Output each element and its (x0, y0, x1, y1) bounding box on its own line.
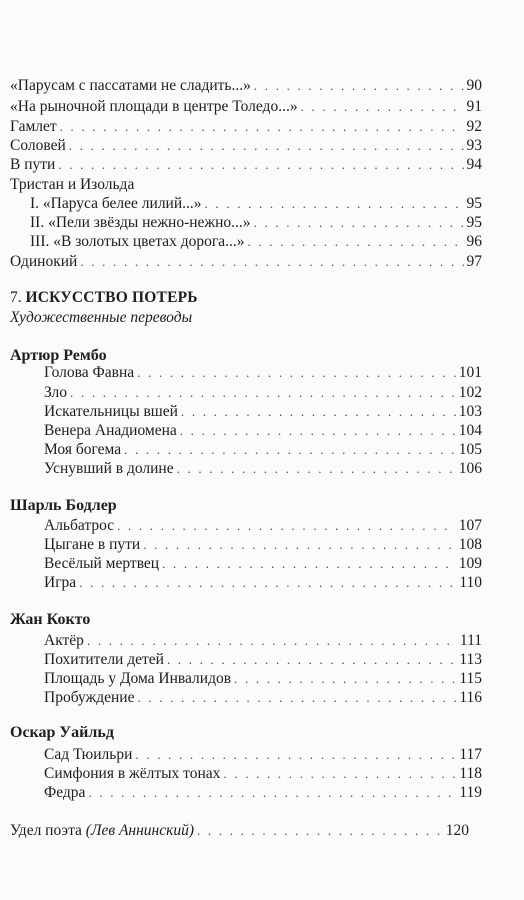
toc-entry (44, 383, 482, 402)
dot-leader (162, 554, 456, 573)
toc-entry-title: II. «Пели звёзды нежно-нежно...» (30, 214, 251, 231)
dot-leader (79, 573, 456, 592)
dot-leader (124, 440, 456, 459)
toc-entry-title: Весёлый мертвец (44, 555, 160, 572)
toc-entry-title: Симфония в жёлтых тонах (44, 765, 221, 782)
toc-entry (10, 136, 482, 155)
toc-entry (44, 459, 482, 478)
toc-entry-page: 107 (458, 517, 482, 534)
toc-entry-page: 104 (458, 422, 482, 439)
toc-entry-title: Венера Анадиомена (44, 422, 177, 439)
toc-entry-page: 119 (459, 784, 482, 801)
toc-entry (44, 669, 482, 688)
toc-entry-title: «Парусам с пассатами не сладить...» (10, 77, 251, 94)
dot-leader (58, 155, 463, 174)
toc-entry (10, 252, 482, 271)
toc-entry-title: Альбатрос (44, 517, 115, 534)
dot-leader (181, 402, 456, 421)
toc-entry (30, 194, 482, 213)
toc-entry-page: 110 (459, 574, 482, 591)
toc-entry-title: Одинокий (10, 253, 78, 270)
dot-leader (117, 516, 456, 535)
toc-entry (44, 363, 482, 382)
toc-entry (44, 516, 482, 535)
toc-entry-page: 111 (459, 632, 482, 649)
toc-entry (44, 631, 482, 650)
dot-leader (143, 535, 456, 554)
section-title (10, 288, 198, 307)
toc-entry-page: 96 (466, 233, 482, 250)
toc-entry (44, 421, 482, 440)
toc-entry-title: Голова Фавна (44, 364, 135, 381)
section-number: 7. (10, 289, 22, 306)
dot-leader (80, 252, 463, 271)
author-heading: Оскар Уайльд (10, 724, 114, 741)
dot-leader (234, 669, 456, 688)
toc-entry-page: 92 (466, 118, 482, 135)
dot-leader (223, 764, 456, 783)
toc-entry (10, 117, 482, 136)
toc-entry-title: I. «Паруса белее лилий...» (30, 195, 202, 212)
toc-entry-title (10, 821, 194, 840)
toc-entry (30, 232, 482, 251)
toc-entry (44, 535, 482, 554)
toc-entry-page: 118 (459, 765, 482, 782)
author-heading: Жан Кокто (10, 611, 91, 628)
toc-entry (44, 402, 482, 421)
toc-entry-page: 108 (458, 536, 482, 553)
toc-entry-page: 91 (466, 98, 482, 115)
toc-entry-title: Игра (44, 574, 77, 591)
toc-entry-title: Пробуждение (44, 689, 135, 706)
section-title-text: ИСКУССТВО ПОТЕРЬ (25, 289, 198, 306)
dot-leader (137, 688, 456, 707)
toc-entry (10, 97, 482, 116)
section-subtitle: Художественные переводы (10, 309, 193, 326)
toc-entry-title: Цыгане в пути (44, 536, 141, 553)
toc-entry-title: Площадь у Дома Инвалидов (44, 670, 232, 687)
dot-leader (177, 459, 456, 478)
dot-leader (135, 745, 456, 764)
toc-entry (10, 155, 482, 174)
toc-entry (30, 213, 482, 232)
toc-entry-title: Актёр (44, 632, 84, 649)
afterword-title: Удел поэта (10, 822, 82, 839)
toc-entry-title: Соловей (10, 137, 66, 154)
toc-entry-title: В пути (10, 156, 56, 173)
toc-entry-page: 103 (458, 403, 482, 420)
dot-leader (60, 117, 464, 136)
dot-leader (197, 821, 443, 840)
dot-leader (137, 363, 456, 382)
dot-leader (205, 194, 464, 213)
author-heading: Шарль Бодлер (10, 497, 117, 514)
toc-entry (44, 573, 482, 592)
toc-entry (44, 688, 482, 707)
toc-entry-page: 95 (466, 195, 482, 212)
dot-leader (254, 76, 464, 95)
dot-leader (248, 232, 464, 251)
toc-entry-page: 102 (458, 384, 482, 401)
toc-entry-page: 116 (459, 689, 482, 706)
dot-leader (70, 383, 456, 402)
toc-entry-page: 101 (458, 364, 482, 381)
dot-leader (167, 650, 456, 669)
toc-entry-page: 117 (459, 746, 482, 763)
toc-entry-title: Уснувший в долине (44, 460, 174, 477)
tristan-heading: Тристан и Изольда (10, 176, 135, 193)
dot-leader (180, 421, 456, 440)
toc-entry-title: Федра (44, 784, 86, 801)
dot-leader (88, 783, 456, 802)
toc-entry (44, 554, 482, 573)
toc-entry-page: 113 (459, 651, 482, 668)
toc-entry (44, 783, 482, 802)
toc-entry-page: 95 (466, 214, 482, 231)
toc-entry (44, 650, 482, 669)
toc-entry-title: Гамлет (10, 118, 57, 135)
dot-leader (301, 97, 464, 116)
toc-entry-page: 94 (466, 156, 482, 173)
toc-entry-title: Похитители детей (44, 651, 164, 668)
dot-leader (69, 136, 464, 155)
toc-entry-page: 97 (466, 253, 482, 270)
toc-entry (10, 821, 469, 840)
toc-entry-title: «На рыночной площади в центре Толедо...» (10, 98, 298, 115)
toc-entry-title: Сад Тюильри (44, 746, 133, 763)
toc-entry (44, 745, 482, 764)
toc-entry-title: Искательницы вшей (44, 403, 178, 420)
toc-entry-page: 90 (466, 77, 482, 94)
toc-entry-page: 109 (458, 555, 482, 572)
author-heading: Артюр Рембо (10, 347, 107, 364)
dot-leader (87, 631, 457, 650)
toc-entry-page: 115 (459, 670, 482, 687)
toc-entry-page: 120 (445, 822, 469, 839)
dot-leader (254, 213, 464, 232)
toc-entry-page: 105 (458, 441, 482, 458)
toc-entry-title: III. «В золотых цветах дорога...» (30, 233, 245, 250)
toc-entry (10, 76, 482, 95)
toc-entry-title: Моя богема (44, 441, 122, 458)
toc-entry (44, 440, 482, 459)
toc-entry-title: Зло (44, 384, 68, 401)
toc-entry-page: 93 (466, 137, 482, 154)
afterword-author: (Лев Аннинский) (85, 822, 195, 839)
toc-entry-page: 106 (458, 460, 482, 477)
toc-entry (44, 764, 482, 783)
